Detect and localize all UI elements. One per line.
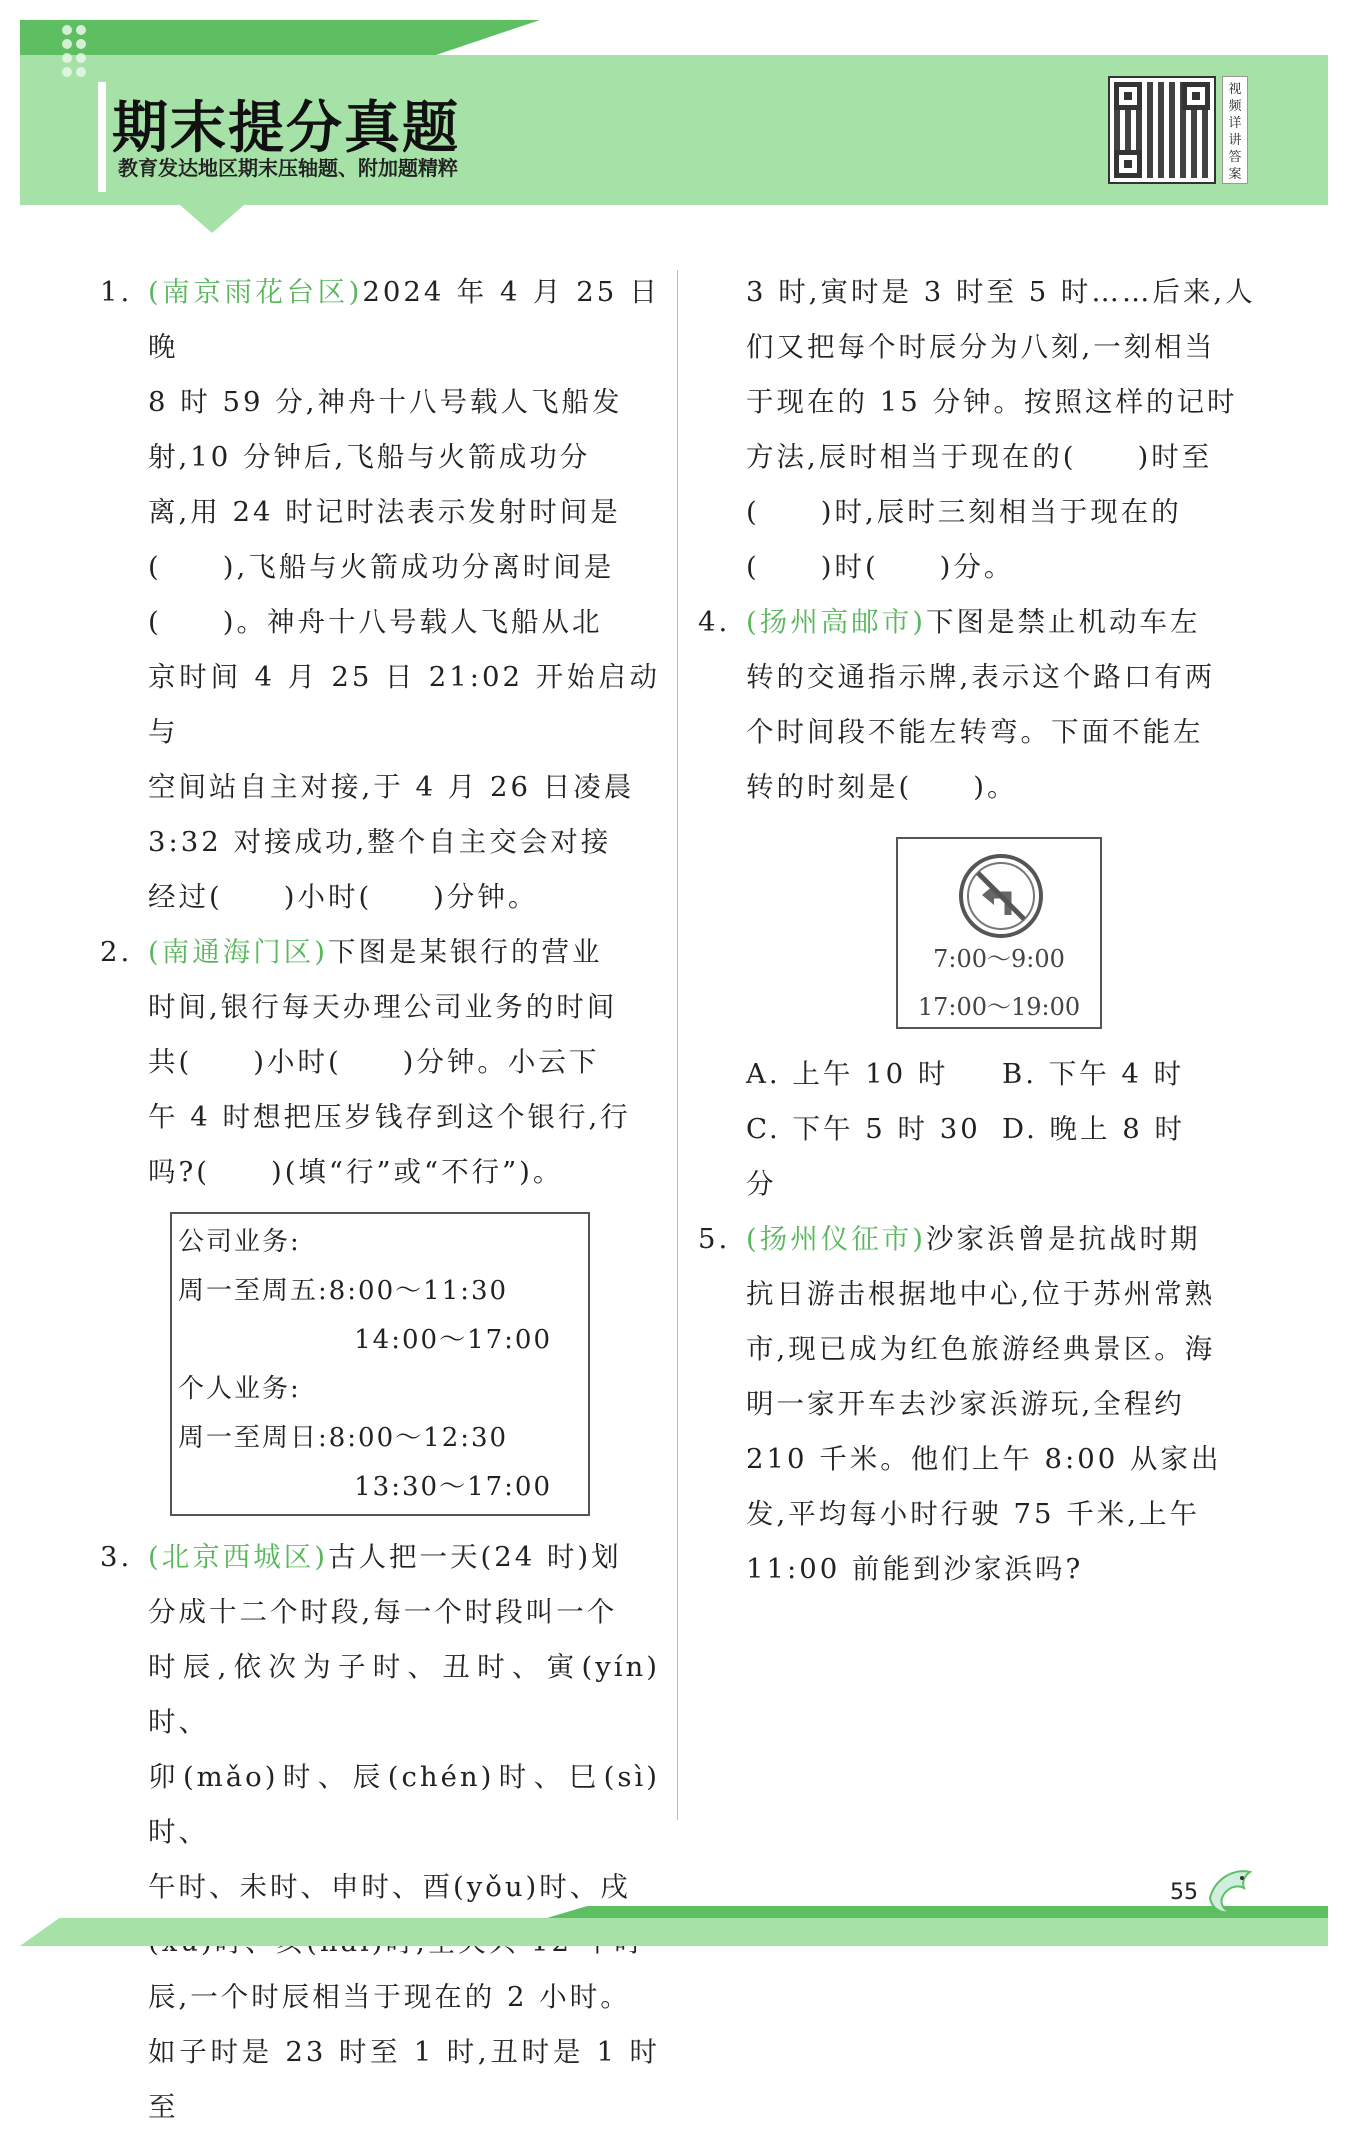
question-number: 5. xyxy=(698,1223,731,1255)
right-column xyxy=(698,265,1258,1597)
text-line: 京时间 4 月 25 日 21:02 开始启动与 xyxy=(148,661,660,748)
text-line: 如子时是 23 时至 1 时,丑时是 1 时至 xyxy=(148,2036,660,2123)
text-line: 于现在的 15 分钟。按照这样的记时 xyxy=(746,386,1238,418)
page-number: 55 xyxy=(1170,1880,1198,1905)
question-3-continued xyxy=(698,265,1258,595)
option-d[interactable]: D. 晚上 8 时 xyxy=(1002,1113,1186,1145)
text-line: 离,用 24 时记时法表示发射时间是 xyxy=(148,496,621,528)
text-line: 市,现已成为红色旅游经典景区。海 xyxy=(746,1333,1216,1365)
text-line: 发,平均每小时行驶 75 千米,上午 xyxy=(746,1498,1200,1530)
question-source: (南通海门区) xyxy=(148,936,328,968)
text-line: ( )时,辰时三刻相当于现在的 xyxy=(746,496,1182,528)
text-line: 经过( )小时( )分钟。 xyxy=(148,881,539,913)
text-line: 转的交通指示牌,表示这个路口有两 xyxy=(746,661,1216,693)
text-line: ( )。神舟十八号载人飞船从北 xyxy=(148,606,603,638)
left-column xyxy=(100,265,660,2135)
page-subtitle: 教育发达地区期末压轴题、附加题精粹 xyxy=(118,156,458,180)
decorative-dots xyxy=(62,25,102,105)
question-1 xyxy=(100,265,660,925)
business-hours-box xyxy=(170,1212,590,1516)
text-line: ( )时( )分。 xyxy=(746,551,1015,583)
question-source: (扬州仪征市) xyxy=(746,1223,926,1255)
text-line: 空间站自主对接,于 4 月 26 日凌晨 xyxy=(148,771,635,803)
question-number: 1. xyxy=(100,276,133,308)
text-line: 午 4 时想把压岁钱存到这个银行,行 xyxy=(148,1101,631,1133)
banner-accent-bar xyxy=(98,82,106,192)
text-line: 3:32 对接成功,整个自主交会对接 xyxy=(148,826,612,858)
option-b[interactable]: B. 下午 4 时 xyxy=(1002,1058,1185,1090)
option-a[interactable]: A. 上午 10 时 xyxy=(746,1058,949,1090)
text-line: 午时、未时、申时、酉(yǒu)时、戌 xyxy=(148,1871,631,1903)
banner-notch xyxy=(180,205,244,233)
text-line: 吗?( )(填“行”或“不行”)。 xyxy=(148,1156,564,1188)
answer-options xyxy=(698,1047,1258,1212)
qr-code-icon[interactable] xyxy=(1108,76,1216,184)
question-4 xyxy=(698,595,1258,815)
question-number: 3. xyxy=(100,1541,133,1573)
question-source: (扬州高邮市) xyxy=(746,606,926,638)
question-source: (南京雨花台区) xyxy=(148,276,363,308)
page-title: 期末提分真题 xyxy=(112,96,460,161)
personal-hours: 周一至周日:8:00～12:30 xyxy=(178,1423,509,1453)
personal-label: 个人业务: xyxy=(178,1374,301,1404)
question-3 xyxy=(100,1530,660,2135)
text-line: 抗日游击根据地中心,位于苏州常熟 xyxy=(746,1278,1216,1310)
text-line: 方法,辰时相当于现在的( )时至 xyxy=(746,441,1213,473)
text-line: 时间,银行每天办理公司业务的时间 xyxy=(148,991,618,1023)
text-line: ( ),飞船与火箭成功分离时间是 xyxy=(148,551,615,583)
text-line: 个时间段不能左转弯。下面不能左 xyxy=(746,716,1204,748)
question-source: (北京西城区) xyxy=(148,1541,328,1573)
dolphin-icon xyxy=(1200,1858,1260,1918)
text-line: 时辰,依次为子时、丑时、寅(yín)时、 xyxy=(148,1651,660,1738)
text-line: 分成十二个时段,每一个时段叫一个 xyxy=(148,1596,618,1628)
question-5 xyxy=(698,1212,1258,1597)
text-line: 下图是某银行的营业 xyxy=(327,936,603,968)
qr-note: 视频详讲答案 xyxy=(1222,76,1248,184)
column-divider xyxy=(677,270,678,1820)
option-c[interactable]: C. 下午 5 时 30 分 xyxy=(746,1113,981,1200)
text-line: 下图是禁止机动车左 xyxy=(925,606,1201,638)
text-line: 8 时 59 分,神舟十八号载人飞船发 xyxy=(148,386,623,418)
no-left-turn-sign xyxy=(896,837,1102,1029)
question-number: 2. xyxy=(100,936,133,968)
text-line: 3 时,寅时是 3 时至 5 时……后来,人 xyxy=(746,276,1256,308)
footer-band xyxy=(20,1918,1328,1946)
text-line: 转的时刻是( )。 xyxy=(746,771,1018,803)
sign-time-evening: 17:00～19:00 xyxy=(917,993,1081,1021)
text-line: 2024 年 4 月 25 日晚 xyxy=(148,276,660,363)
company-label: 公司业务: xyxy=(178,1227,301,1257)
text-line: 卯(mǎo)时、辰(chén)时、巳(sì)时、 xyxy=(148,1761,660,1848)
text-line: 共( )小时( )分钟。小云下 xyxy=(148,1046,600,1078)
question-number: 4. xyxy=(698,606,731,638)
company-hours-afternoon: 14:00～17:00 xyxy=(354,1325,552,1355)
text-line: 辰,一个时辰相当于现在的 2 小时。 xyxy=(148,1981,631,2013)
text-line: 古人把一天(24 时)划 xyxy=(327,1541,622,1573)
question-2 xyxy=(100,925,660,1200)
text-line: 11:00 前能到沙家浜吗? xyxy=(746,1553,1084,1585)
text-line: 210 千米。他们上午 8:00 从家出 xyxy=(746,1443,1222,1475)
text-line: 沙家浜曾是抗战时期 xyxy=(925,1223,1201,1255)
no-left-turn-icon xyxy=(958,853,1044,939)
text-line: 射,10 分钟后,飞船与火箭成功分 xyxy=(148,441,591,473)
sign-time-morning: 7:00～9:00 xyxy=(933,945,1065,973)
text-line: 明一家开车去沙家浜游玩,全程约 xyxy=(746,1388,1185,1420)
text-line: 们又把每个时辰分为八刻,一刻相当 xyxy=(746,331,1216,363)
company-hours: 周一至周五:8:00～11:30 xyxy=(178,1276,509,1306)
personal-hours-afternoon: 13:30～17:00 xyxy=(354,1472,552,1502)
